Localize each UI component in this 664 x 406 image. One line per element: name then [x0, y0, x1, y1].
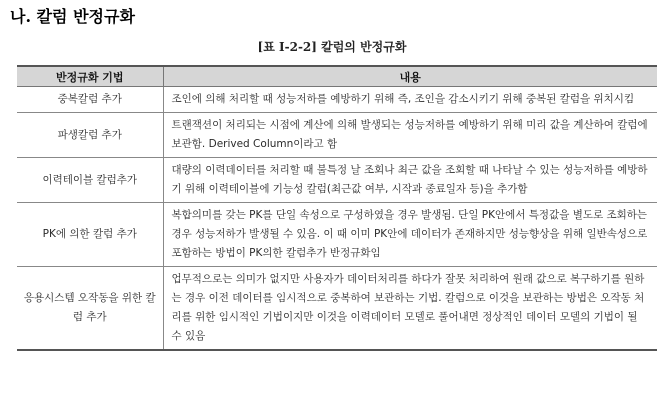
- table-row: [17, 113, 657, 158]
- section-heading: 나. 칼럼 반정규화: [10, 7, 135, 26]
- technique-name: 응용시스템 오작동을 위한 칼럼 추가: [17, 267, 163, 351]
- header-content: 내용: [163, 66, 657, 87]
- technique-description: 업무적으로는 의미가 없지만 사용자가 데이터처리를 하다가 잘못 처리하여 원래 값으로 복구하기를 원하는 경우 이전 데이터를 임시적으로 중복하여 보관하는 기법. 칼럼으로 이것을 보관하는 방법은 오작동 처리를 위한 임시적인 기법이지만 이것을 이력데이터 모델로 풀어내면 정상적인 데이터 모델의 기법이 될 수 있음: [163, 267, 657, 351]
- header-technique: 반정규화 기법: [17, 66, 163, 87]
- table-row: [17, 87, 657, 113]
- technique-description: 대량의 이력데이터를 처리할 때 불특정 날 조회나 최근 값을 조회할 때 나타날 수 있는 성능저하를 예방하기 위해 이력테이블에 기능성 칼럼(최근값 여부, 시작과 종료일자 등)을 추가함: [163, 158, 657, 203]
- table-row: [17, 267, 657, 351]
- technique-description: 복합의미를 갖는 PK를 단일 속성으로 구성하였을 경우 발생됨. 단일 PK안에서 특정값을 별도로 조회하는 경우 성능저하가 발생될 수 있음. 이 때 이미 PK안에 데이터가 존재하지만 성능향상을 위해 일반속성으로 포함하는 방법이 PK의한 칼럼추가 반정규화임: [163, 203, 657, 267]
- technique-name: 파생칼럼 추가: [17, 113, 163, 158]
- table-header-row: [17, 66, 657, 87]
- technique-description: 조인에 의해 처리할 때 성능저하를 예방하기 위해 즉, 조인을 감소시키기 위해 중복된 칼럼을 위치시킴: [163, 87, 657, 113]
- denormalization-table: [17, 65, 657, 351]
- table-caption: [표 Ⅰ-2-2] 칼럼의 반정규화: [257, 40, 407, 54]
- technique-name: 중복칼럼 추가: [17, 87, 163, 113]
- table-row: [17, 158, 657, 203]
- technique-name: 이력테이블 칼럼추가: [17, 158, 163, 203]
- technique-name: PK에 의한 칼럼 추가: [17, 203, 163, 267]
- technique-description: 트랜잭션이 처리되는 시점에 계산에 의해 발생되는 성능저하를 예방하기 위해 미리 값을 계산하여 칼럼에 보관함. Derived Column이라고 함: [163, 113, 657, 158]
- table-row: [17, 203, 657, 267]
